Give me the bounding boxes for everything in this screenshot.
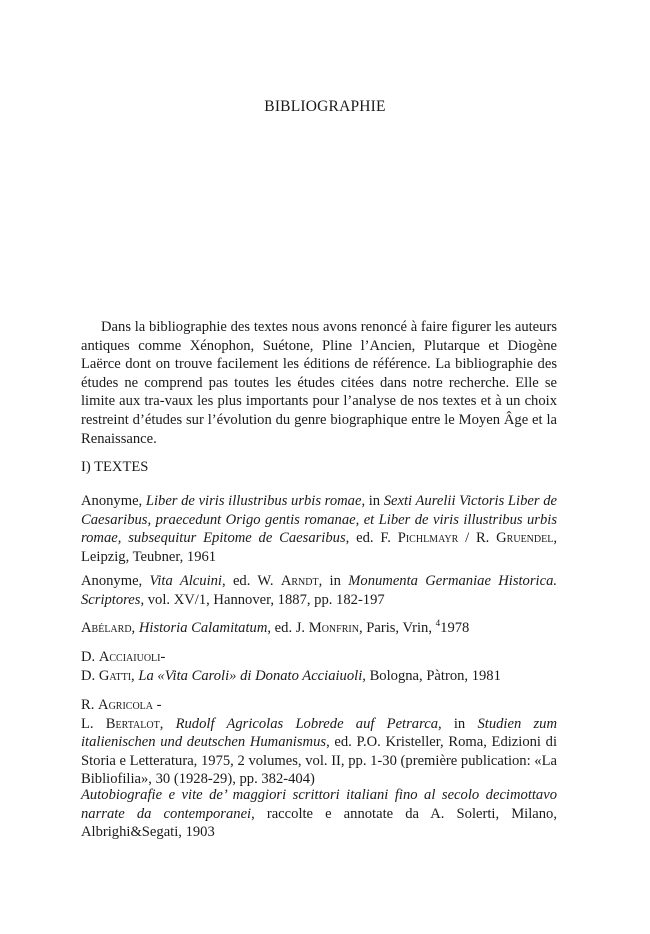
entry-text: , in (361, 493, 384, 509)
entry-text: , (131, 667, 139, 684)
intro-line: sur l’évolution du genre biographique entre le Moyen Âge et la Renaissance. (81, 411, 557, 447)
entry-text: , Paris, Vrin, (358, 620, 436, 636)
bibliography-entry (81, 648, 557, 685)
entry-text: 1978 (440, 620, 470, 636)
entry-text: , (159, 715, 176, 732)
entry-title: Monumenta Germaniae Historica. Scriptores (81, 573, 558, 608)
entry-text: L. (81, 715, 106, 732)
entry-text: R. (81, 697, 99, 713)
entry-text: , vol. XV/1, Hannover, 1887, pp. 182-197 (140, 591, 385, 608)
intro-line: vaux les plus importants pour l’analyse de nos textes et à un choix restreint d’études (81, 393, 557, 428)
author-name: Pichlmayr (397, 530, 459, 547)
entry-text: / R. (458, 530, 497, 547)
intro-line: comprend pas toutes les études citées dans notre recherche. Elle se limite aux tra- (81, 374, 557, 410)
section-heading: I) TEXTES (81, 459, 149, 475)
entry-text: D. (81, 649, 99, 665)
entry-text: Anonyme, (81, 493, 146, 509)
author-name: Bertalot (105, 715, 160, 732)
entry-title: Studien zum italienischen und deutschen Humanismus (81, 715, 557, 751)
bibliography-entry (81, 786, 557, 842)
intro-paragraph (81, 318, 557, 448)
edition-superscript: 4 (435, 618, 441, 628)
intro-line: dont on trouve facilement les éditions de référence. La bibliographie des études ne (81, 356, 557, 391)
author-name: Acciaiuoli (98, 649, 161, 665)
entry-text: , ed. F. (345, 530, 398, 547)
author-name: Agricola (98, 697, 154, 713)
author-name: Gruendel (496, 530, 554, 547)
entry-title: Rudolf Agricolas Lobrede auf Petrarca (175, 715, 438, 732)
entry-text: - (153, 697, 162, 713)
intro-line: Dans la bibliographie des textes nous avons renoncé à faire figurer les auteurs (101, 319, 557, 335)
intro-line: antiques comme Xénophon, Suétone, Pline l’Ancien, Plutarque et Diogène Laërce (81, 337, 557, 373)
entry-text: , Bologna, Pàtron, 1981 (362, 667, 501, 684)
author-name: Abélard (81, 620, 132, 636)
entry-title: Liber de viris illustribus urbis romae (145, 493, 362, 509)
bibliography-entry (81, 696, 557, 789)
entry-title: Vita Alcuini (149, 573, 222, 589)
author-name: Arndt (280, 573, 319, 589)
entry-text: , ed. W. (221, 573, 281, 589)
entry-line (81, 648, 557, 667)
entry-text: - (160, 649, 166, 665)
entry-text: , ed. P.O. Kristeller, Roma, Edizioni di Storia e Letteratura, 1975, 2 volumes, vol. II, pp. 1-30 (première publication: «La Bibliofilia», 30 (1928-29), pp. 382-404) (81, 734, 557, 788)
entry-text: D. (81, 667, 99, 684)
author-name: Gatti (98, 667, 132, 684)
entry-text: , raccolte e annotate da A. Solerti, Milano, Albrighi&Segati, 1903 (81, 805, 558, 841)
bibliography-entry (81, 572, 557, 609)
entry-title: Autobiografie e vite de’ maggiori scrittori italiani fino al secolo decimottavo narrate da contemporanei (81, 787, 557, 822)
author-name: Monfrin (308, 620, 359, 636)
entry-line (81, 696, 557, 715)
entry-line (81, 667, 557, 686)
entry-text: , in (318, 573, 349, 589)
entry-text: , ed. J. (267, 620, 309, 636)
bibliography-entry (81, 619, 557, 638)
entry-title: La «Vita Caroli» di Donato Acciaiuoli (138, 667, 363, 684)
entry-text: , (131, 620, 139, 636)
entry-title: Historia Calamitatum (138, 620, 268, 636)
entry-text: , Leipzig, Teubner, 1961 (81, 530, 557, 565)
entry-title: Sexti Aurelii Victoris Liber de Caesaribus, praecedunt Origo gentis romanae, et Liber de viris illustribus urbis romae, subsequitur Epitome de Caesaribus (81, 493, 557, 547)
entry-text: , in (438, 715, 478, 732)
entry-text: Anonyme, (81, 573, 150, 589)
page-title: BIBLIOGRAPHIE (264, 98, 386, 115)
bibliography-entry (81, 492, 557, 566)
